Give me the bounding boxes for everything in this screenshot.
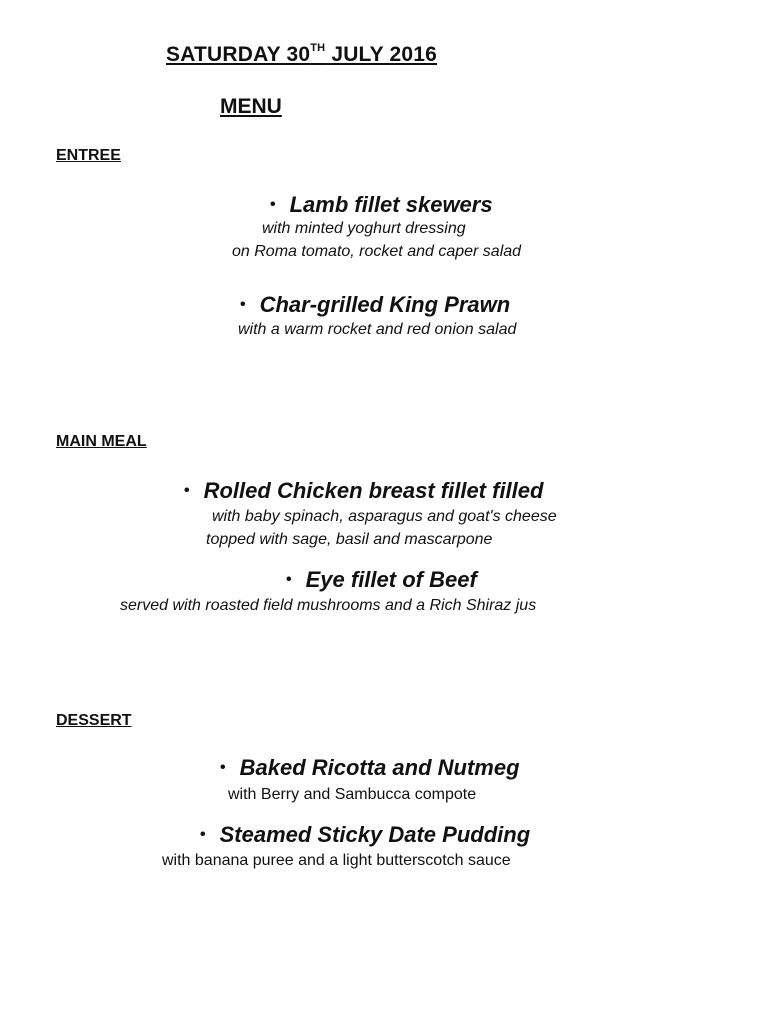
dish-name: • Steamed Sticky Date Pudding	[200, 822, 531, 847]
bullet-icon: •	[286, 571, 292, 588]
bullet-icon: •	[220, 759, 226, 776]
bullet-icon: •	[200, 826, 206, 843]
dish-description-line: with banana puree and a light butterscotch sauce	[162, 852, 511, 869]
dish-name: • Baked Ricotta and Nutmeg	[220, 755, 520, 780]
section-heading-main-meal: MAIN MEAL	[56, 433, 147, 450]
dish-description-line: with a warm rocket and red onion salad	[238, 321, 517, 338]
event-date-heading: SATURDAY 30TH JULY 2016	[166, 42, 438, 66]
dish-description-line: with minted yoghurt dressing	[262, 220, 466, 237]
dish-description-line: with baby spinach, asparagus and goat's cheese	[212, 508, 557, 525]
dish-name: • Eye fillet of Beef	[286, 567, 477, 592]
bullet-icon: •	[240, 296, 246, 313]
bullet-icon: •	[184, 482, 190, 499]
dish-name: • Rolled Chicken breast fillet filled	[184, 478, 544, 503]
dish-description-line: served with roasted field mushrooms and a Rich Shiraz jus	[120, 597, 537, 614]
dish-description-line: topped with sage, basil and mascarpone	[206, 531, 493, 548]
section-heading-entree: ENTREE	[56, 147, 121, 164]
dish-name: • Char-grilled King Prawn	[240, 292, 511, 317]
bullet-icon: •	[270, 196, 276, 213]
date-ordinal-suffix: TH	[310, 42, 326, 54]
menu-title: MENU	[220, 95, 282, 118]
dish-name: • Lamb fillet skewers	[270, 192, 493, 217]
dish-description-line: with Berry and Sambucca compote	[228, 786, 477, 803]
section-heading-dessert: DESSERT	[56, 712, 132, 729]
dish-description-line: on Roma tomato, rocket and caper salad	[232, 243, 522, 260]
